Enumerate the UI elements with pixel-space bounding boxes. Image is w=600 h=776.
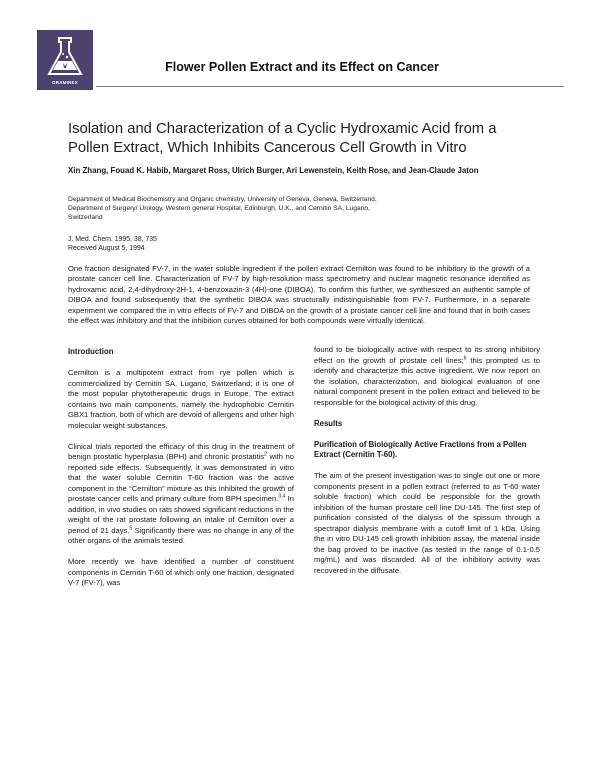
- received-date: Received August 5, 1994: [68, 244, 145, 252]
- affiliation-line: Switzerland: [68, 213, 103, 221]
- left-column: [68, 347, 294, 599]
- paragraph: More recently we have identified a number of constituent components in Cernitin T-60 of which only one fraction, designated V-7 (FV-7), was: [68, 557, 294, 587]
- journal-reference: J. Med. Chem. 1995, 38, 735: [68, 236, 157, 243]
- affiliation-line: Department of Medical Biochemistry and Organic chemistry, University of Geneva, Geneva, Switzerland,: [68, 196, 377, 203]
- running-title: Flower Pollen Extract and its Effect on Cancer: [165, 60, 439, 74]
- right-column: [314, 345, 540, 587]
- paragraph: The aim of the present investigation was to single out one or more components present in a pollen extract (referred to as T-60 water soluble fraction) which could be responsible for the growth inhibition of the human prostate cell line DU-145. The first step of purification consisted of the dialysis of the spissum through a spectrapor dialysis membrane with a cutoff limit of 1 kDa. Using the in vitro DU-145 cell growth inhibition assay, the material inside the bag proved to be inactive (as tested in the range of 0.1-0.5 mg/mL) and was discarded. All of the inhibitory activity was recovered in the diffusate.: [314, 471, 540, 575]
- section-heading-results: Results: [314, 418, 343, 428]
- paragraph: found to be biologically active with respect to its strong inhibitory effect on the growth of prostate cell lines;$^6$ this prompted us to identify and characterize this active ingredient. We now report on the isolation, characterization, and biological evaluation of one natural component present in the pollen extract and believed to be responsible for the biological activity of this drug.: [314, 345, 540, 407]
- paragraph: Clinical trials reported the efficacy of this drug in the treatment of benign prostatic hyperplasia (BPH) and chronic prostatitis$^2$ with no reported side effects. Subsequently, it was demonstrated in vitro that the water soluble Cernitin T-60 fraction was the active component in the “Cernilton” mixture as this inhibited the growth of prostate cancer cells and primary culture from BPH specimen.$^{3,4}$ In addition, in vivo studies on rats showed significant reductions in the weight of the rat prostate following an intake of Cernilton over a period of 21 days.$^5$ Significantly there was no change in any of the other organs of the animals tested.: [68, 441, 294, 545]
- footnote-ref: 2: [264, 451, 267, 458]
- footnote-ref: 6: [463, 354, 467, 361]
- footnote-ref: 3,4: [278, 493, 286, 500]
- header-divider: [96, 86, 564, 87]
- author-list: Xin Zhang, Fouad K. Habib, Margaret Ross, Ulrich Burger, Ari Lewenstein, Keith Rose, and Jean-Claude Jaton: [68, 166, 479, 175]
- footnote-ref: 5: [129, 524, 133, 531]
- paragraph: Cernilton is a multipotent extract from rye pollen which is commercialized by Cernitin SA, Lugano, Switzerland; it is one of the most popular phytotherapeutic drugs in Europe. The extract contains two main components, namely the hydrophobic Cernitin GBX1 fraction, both of which are devoid of allergens and other high molecular weight substances.: [68, 368, 294, 430]
- article-title: Isolation and Characterization of a Cyclic Hydroxamic Acid from a Pollen Extract, Which Inhibits Cancerous Cell Growth in Vitro: [68, 121, 497, 156]
- logo-wordmark: GRAMINEX: [52, 80, 78, 85]
- subsection-heading: Purification of Biologically Active Fractions from a Pollen Extract (Cernitin T-60).: [314, 439, 527, 459]
- citation-block: [68, 236, 368, 254]
- affiliation-line: Department of Surgery/ Urology, Western general Hospital, Edinburgh, U.K., and Cernitin SA, Lugano,: [68, 204, 370, 212]
- affiliations: [68, 196, 538, 222]
- section-heading-introduction: Introduction: [68, 347, 114, 356]
- abstract: One fraction designated FV-7, in the water soluble ingredient if the pollen extract Cernilton was found to be inhibitory to the growth of a prostate cancer cell line. Characterization of FV-7 by high-resolution mass spectrometry and nuclear magnetic resonance identified as hydroxamic acid, 2,4-dihydroxy-2H-1, 4-benzoxazin-3 (4H)-one (DIBOA). To confirm this further, we synthesized an authentic sample of DIBOA and found subsequently that the synthetic DIBOA was structurally indistinguishable from FV-7. Furthermore, in a separate experiment we compared the in vitro effects of FV-7 and DIBOA on the growth of a prostate cancer cell line and found that in both cases the effect was inhibitory and that the inhibition curves obtained for both compounds were virtually identical.: [68, 264, 530, 326]
